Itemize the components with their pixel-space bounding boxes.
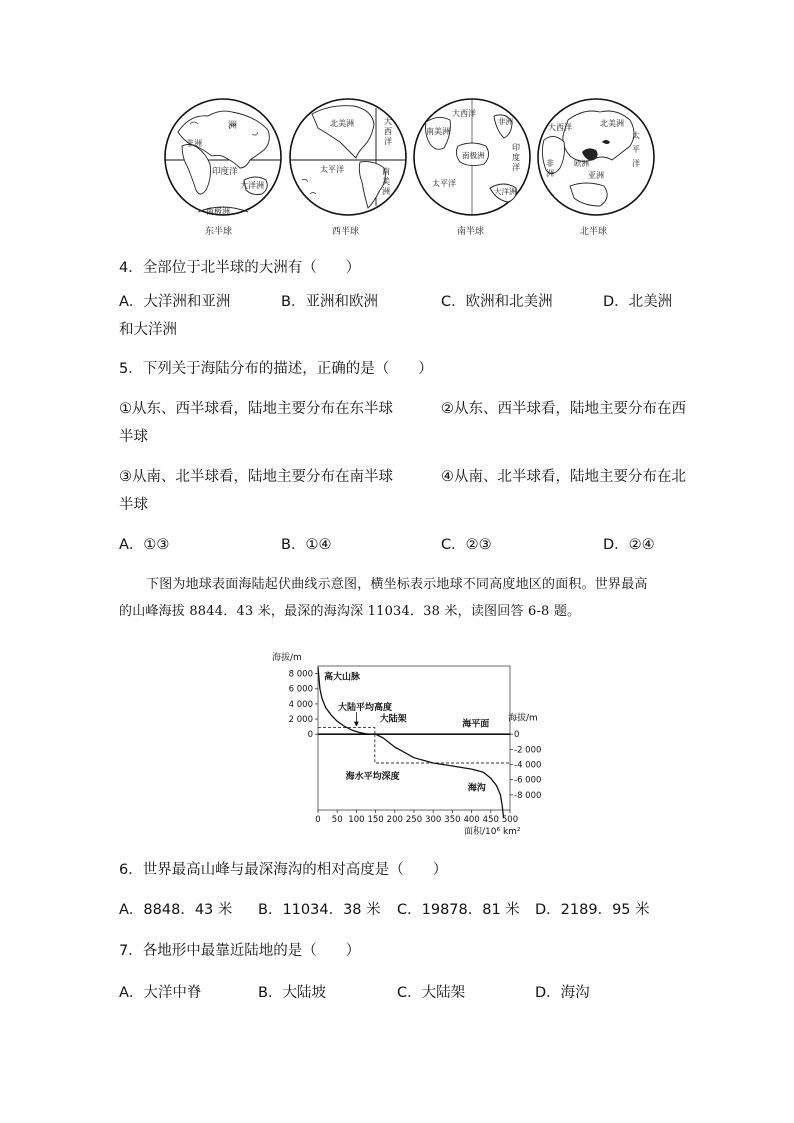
globe-north-label-2: 北美洲 — [600, 119, 624, 128]
q6-option-c[interactable]: C．19878．81 米 — [397, 902, 520, 918]
globe-north-label-3c: 洋 — [632, 159, 640, 168]
globe-south-label-6: 非洲 — [498, 117, 513, 126]
globes-svg — [160, 94, 660, 244]
globe-east-caption: 东半球 — [205, 227, 233, 237]
ocean-mean-line — [375, 734, 510, 763]
y-left-axis-title: 海拔/m — [272, 653, 302, 663]
y-left-tick-label: 8 000 — [288, 669, 313, 680]
x-tick-label: 450 — [482, 815, 499, 825]
y-left-tick-label: 2 000 — [288, 715, 313, 726]
globe-east-label-5: 南极洲 — [206, 207, 230, 216]
globe-south-label-4c: 洋 — [512, 163, 520, 172]
x-tick-label: 400 — [463, 815, 480, 825]
globe-west-label-2a: 大 — [384, 117, 392, 126]
continent-mean-line — [318, 728, 375, 735]
globe-south-label-4b: 度 — [512, 153, 520, 162]
x-tick-label: 300 — [425, 815, 442, 825]
x-axis-title: 面积/10⁶ km² — [464, 827, 521, 837]
globe-west-label-4c: 洲 — [382, 187, 390, 196]
globe-north-label-4: 欧洲 — [574, 159, 589, 168]
q5-statement-3: ③从南、北半球看，陆地主要分布在南半球 — [119, 469, 393, 485]
globe-east-label-3: 印度洋 — [212, 167, 238, 177]
globe-south-label-7: 大洋洲 — [494, 187, 517, 196]
annotation-shelf: 大陆架 — [379, 714, 407, 725]
globe-north-label-3b: 平 — [632, 145, 640, 154]
q5-stem: 5．下列关于海陆分布的描述，正确的是（ ） — [119, 361, 433, 377]
globe-north-caption: 北半球 — [580, 227, 608, 237]
y-right-tick-label: -4 000 — [514, 760, 542, 771]
y-left-tick-label: 0 — [307, 730, 313, 741]
y-right-tick-label: -8 000 — [514, 790, 542, 801]
q5-statement-4-continued: 半球 — [119, 497, 148, 513]
q4-option-d[interactable]: D．北美洲 — [603, 294, 673, 310]
q5-option-d[interactable]: D．②④ — [603, 537, 655, 553]
q6-option-b[interactable]: B．11034．38 米 — [258, 902, 381, 918]
x-tick-label: 150 — [367, 815, 384, 825]
q4-option-a[interactable]: A．大洋洲和亚洲 — [119, 294, 231, 310]
globe-north-label-5b: 洲 — [546, 169, 554, 178]
hypsographic-curve — [318, 667, 504, 817]
globe-north-label-5a: 非 — [546, 159, 554, 168]
q5-option-a[interactable]: A．①③ — [119, 537, 170, 553]
q7-option-d[interactable]: D．海沟 — [535, 985, 590, 1001]
x-tick-label: 250 — [405, 815, 423, 825]
q6-option-a[interactable]: A．8848．43 米 — [119, 902, 233, 918]
q5-statement-2-continued: 半球 — [119, 429, 148, 445]
x-tick-label: 200 — [386, 815, 403, 825]
globe-south-caption: 南半球 — [457, 227, 485, 237]
y-left-tick-label: 6 000 — [288, 684, 313, 695]
globe-south-label-1: 大西洋 — [452, 109, 476, 118]
globe-west-label-4b: 美 — [382, 177, 390, 186]
q5-statement-1: ①从东、西半球看，陆地主要分布在东半球 — [119, 401, 393, 417]
globe-south-label-2: 南美洲 — [426, 127, 450, 136]
q6-stem: 6．世界最高山峰与最深海沟的相对高度是（ ） — [119, 862, 448, 878]
globe-east-label-2: 非洲 — [186, 139, 202, 148]
globe-north-label-1: 大西洋 — [548, 123, 572, 132]
x-tick-label: 500 — [501, 815, 519, 825]
q7-option-c[interactable]: C．大陆架 — [397, 985, 466, 1001]
x-tick-label: 50 — [331, 815, 343, 825]
intro-line-1: 下图为地球表面海陆起伏曲线示意图，横坐标表示地球不同高度地区的面积。世界最高 — [146, 577, 648, 592]
annotation-ocean-mean: 海水平均深度 — [345, 771, 400, 782]
q5-option-c[interactable]: C．②③ — [441, 537, 492, 553]
q4-option-b[interactable]: B．亚洲和欧洲 — [281, 294, 378, 310]
q7-stem: 7．各地形中最靠近陆地的是（ ） — [119, 943, 361, 959]
globe-west-label-3: 太平洋 — [320, 165, 344, 174]
globe-west-label-1: 北美洲 — [330, 119, 354, 128]
globe-north-label-6: 亚洲 — [588, 171, 604, 180]
y-right-tick-label: 0 — [514, 730, 520, 741]
globe-west-caption: 西半球 — [332, 227, 360, 237]
globe-west — [290, 99, 406, 237]
hypsographic-svg — [262, 648, 552, 840]
globe-south-label-4a: 印 — [512, 143, 520, 152]
globe-west-label-2b: 西 — [384, 127, 392, 136]
q4-option-d-continued: 和大洋洲 — [119, 322, 177, 338]
annotation-trench: 海沟 — [467, 783, 486, 794]
q4-option-c[interactable]: C．欧洲和北美洲 — [441, 294, 553, 310]
q5-statement-4: ④从南、北半球看，陆地主要分布在北 — [441, 469, 686, 485]
q5-option-b[interactable]: B．①④ — [281, 537, 332, 553]
annotation-mountains: 高大山脉 — [324, 672, 361, 683]
x-tick-label: 0 — [315, 815, 321, 825]
y-right-axis-title: 海拔/m — [508, 713, 538, 724]
globe-east-label-4: 大洋洲 — [240, 181, 264, 190]
annotation-continent-mean: 大陆平均高度 — [338, 702, 393, 713]
globes-figure — [160, 94, 660, 244]
globe-east-label-1: 洲 — [228, 121, 238, 131]
q5-statement-2: ②从东、西半球看，陆地主要分布在西 — [441, 401, 686, 417]
globe-north-label-3a: 太 — [632, 131, 640, 140]
intro-line-2: 的山峰海拔 8844．43 米，最深的海沟深 11034．38 米，读图回答 6-8 题。 — [119, 604, 581, 619]
continent-mean-arrowhead — [354, 722, 359, 727]
globe-west-label-2c: 洋 — [384, 137, 392, 146]
globe-south-label-3: 南极洲 — [462, 151, 485, 160]
q7-option-a[interactable]: A．大洋中脊 — [119, 985, 202, 1001]
hypsographic-chart — [262, 648, 552, 840]
y-right-tick-label: -6 000 — [514, 775, 542, 786]
globe-north — [538, 99, 654, 237]
q4-stem: 4．全部位于北半球的大洲有（ ） — [119, 260, 361, 276]
globe-east — [165, 99, 281, 237]
globe-south-label-5: 太平洋 — [432, 179, 456, 188]
x-tick-label: 100 — [348, 815, 365, 825]
x-tick-label: 350 — [444, 815, 461, 825]
q7-option-b[interactable]: B．大陆坡 — [258, 985, 326, 1001]
globe-west-label-4a: 南 — [382, 167, 390, 176]
annotation-sea-level: 海平面 — [462, 719, 490, 730]
q6-option-d[interactable]: D．2189．95 米 — [535, 902, 650, 918]
y-left-tick-label: 4 000 — [288, 699, 313, 710]
globe-south — [414, 99, 530, 237]
y-right-tick-label: -2 000 — [514, 745, 542, 756]
